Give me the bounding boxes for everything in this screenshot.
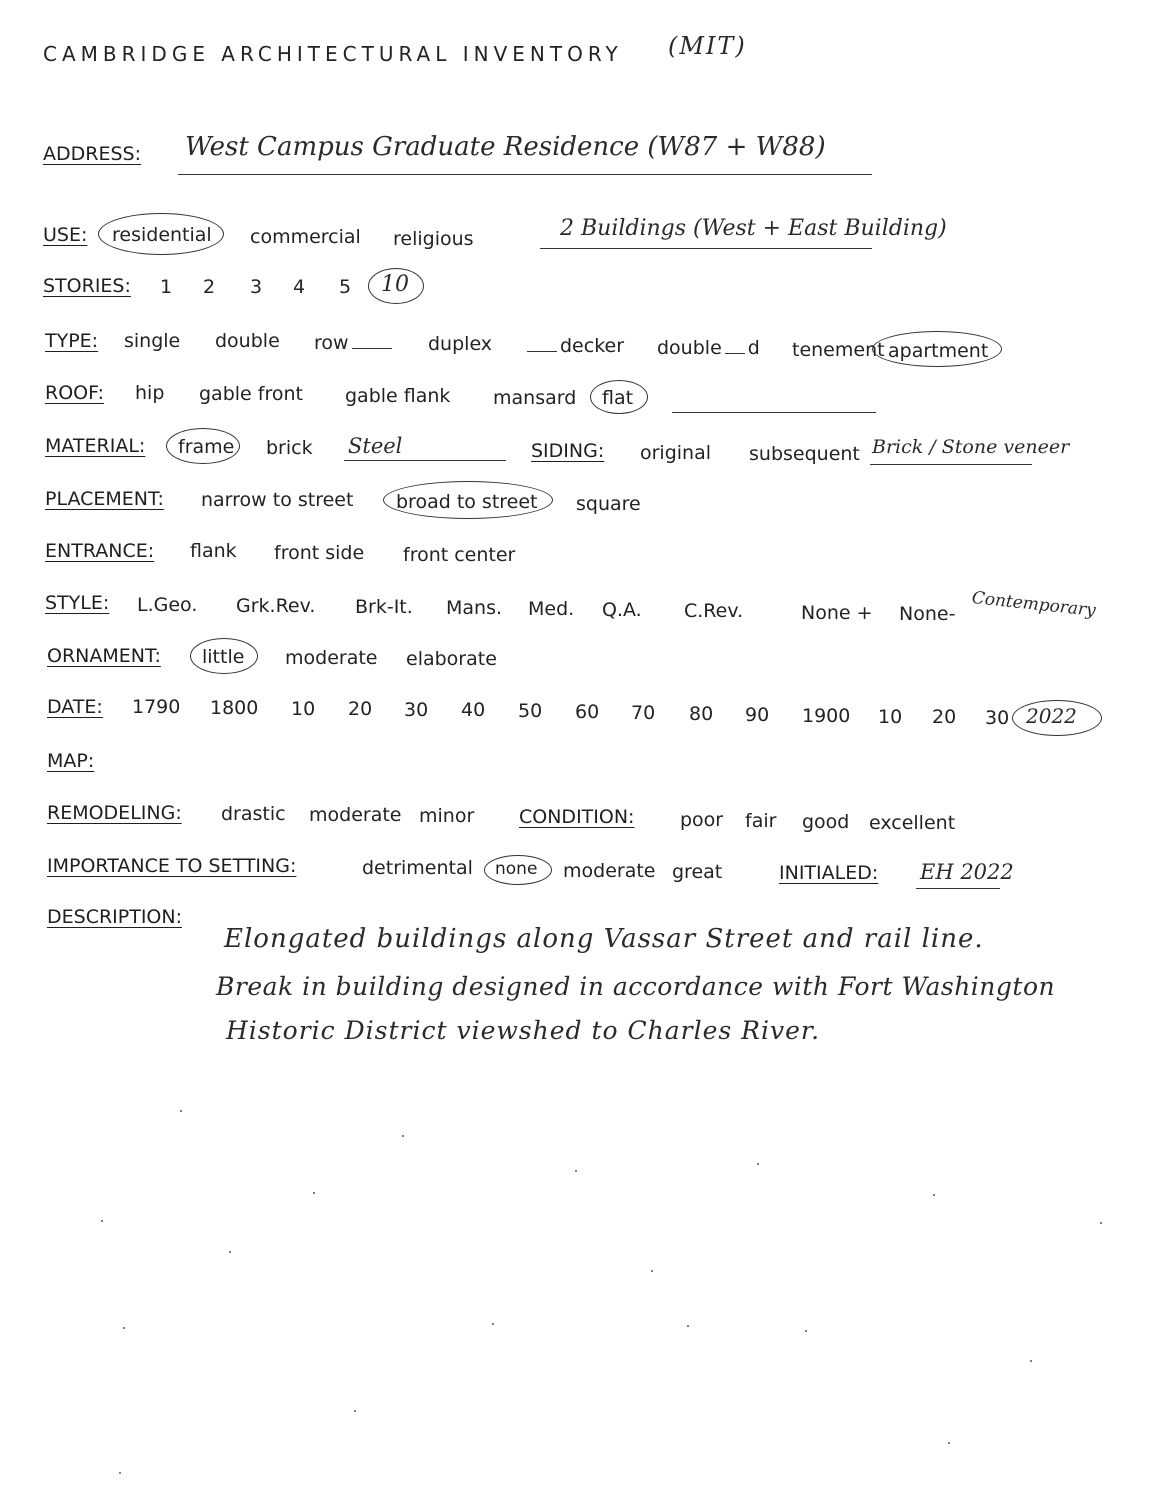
description-line-3: Historic District viewshed to Charles River. (226, 1016, 821, 1045)
condition-option-good: good (802, 811, 850, 833)
style-option-none-minus: None- (899, 603, 956, 625)
material-label: MATERIAL: (45, 435, 146, 457)
use-note-underline (540, 248, 872, 249)
placement-label: PLACEMENT: (45, 488, 164, 510)
blank-line (725, 353, 745, 354)
style-option-crev: C.Rev. (684, 600, 744, 622)
date-option-1910: 10 (878, 706, 903, 728)
address-label: ADDRESS: (43, 143, 141, 165)
remodeling-label: REMODELING: (47, 802, 182, 824)
date-option-50: 50 (518, 700, 543, 722)
siding-underline (870, 464, 1032, 465)
material-option-frame: frame (178, 436, 235, 458)
placement-option-narrow: narrow to street (201, 489, 354, 511)
date-label: DATE: (47, 696, 103, 718)
condition-option-fair: fair (745, 810, 777, 832)
style-label: STYLE: (45, 592, 110, 614)
type-option-single: single (124, 330, 181, 352)
initialed-value: EH 2022 (920, 860, 1014, 884)
address-underline (178, 174, 872, 175)
roof-blank-line (672, 412, 876, 413)
speck (1030, 1360, 1032, 1362)
speck (354, 1410, 356, 1412)
remodeling-option-moderate: moderate (309, 804, 402, 826)
date-option-1790: 1790 (132, 696, 181, 718)
speck (1100, 1222, 1102, 1224)
speck (575, 1170, 577, 1172)
stories-label: STORIES: (43, 275, 131, 297)
blank-line (527, 351, 557, 352)
ornament-option-moderate: moderate (285, 647, 378, 669)
handwritten-tag: (MIT) (668, 32, 747, 60)
stories-option-1: 1 (160, 276, 173, 298)
style-option-lgeo: L.Geo. (137, 594, 198, 616)
selection-circle (98, 213, 224, 255)
date-option-60: 60 (575, 701, 600, 723)
roof-option-gable-front: gable front (199, 383, 303, 405)
selection-circle (190, 638, 258, 674)
style-handwritten: Contemporary (970, 588, 1097, 621)
initialed-label: INITIALED: (779, 862, 879, 884)
stories-option-5: 5 (339, 276, 352, 298)
date-option-1930: 30 (985, 707, 1010, 729)
use-option-commercial: commercial (250, 226, 361, 248)
use-label: USE: (43, 224, 88, 246)
type-option-tenement: tenement (792, 339, 885, 361)
type-option-apartment: apartment (888, 340, 989, 362)
importance-option-great: great (672, 861, 723, 883)
date-option-1920: 20 (932, 706, 957, 728)
material-other-value: Steel (348, 434, 403, 458)
form-title: CAMBRIDGE ARCHITECTURAL INVENTORY (43, 42, 623, 66)
style-option-brkit: Brk-It. (355, 596, 413, 618)
siding-option-subsequent: subsequent (749, 443, 860, 465)
date-selected: 2022 (1026, 704, 1077, 728)
importance-option-moderate: moderate (563, 860, 656, 882)
address-value: West Campus Graduate Residence (W87 + W88) (185, 132, 826, 162)
entrance-option-front-center: front center (403, 544, 516, 566)
style-option-med: Med. (528, 598, 575, 620)
roof-option-hip: hip (135, 382, 165, 404)
material-option-brick: brick (266, 437, 313, 459)
entrance-option-flank: flank (190, 540, 237, 562)
selection-circle (166, 428, 240, 464)
speck (805, 1330, 807, 1332)
condition-option-poor: poor (680, 809, 724, 831)
speck (180, 1110, 182, 1112)
type-option-d-text: d (747, 337, 760, 359)
ornament-option-little: little (202, 646, 245, 668)
remodeling-option-drastic: drastic (221, 803, 286, 825)
placement-option-square: square (576, 493, 641, 515)
use-option-residential: residential (112, 224, 212, 246)
use-option-religious: religious (393, 228, 474, 250)
date-option-90: 90 (745, 704, 770, 726)
date-option-1900: 1900 (802, 705, 851, 727)
speck (313, 1192, 315, 1194)
speck (119, 1472, 121, 1474)
roof-label: ROOF: (45, 382, 104, 404)
description-line-1: Elongated buildings along Vassar Street and rail line. (224, 924, 984, 954)
selection-circle (1012, 700, 1102, 736)
roof-option-mansard: mansard (493, 387, 577, 409)
type-option-duplex: duplex (428, 333, 493, 355)
speck (101, 1220, 103, 1222)
type-option-decker (524, 335, 624, 357)
speck (402, 1135, 404, 1137)
roof-option-gable-flank: gable flank (345, 385, 451, 407)
placement-option-broad: broad to street (396, 491, 538, 513)
importance-option-none: none (495, 859, 538, 879)
blank-line (352, 348, 392, 349)
type-option-row (314, 332, 395, 354)
material-blank-line (344, 460, 506, 461)
condition-option-excellent: excellent (869, 812, 956, 834)
speck (757, 1163, 759, 1165)
type-label: TYPE: (45, 330, 99, 352)
siding-option-original: original (640, 442, 712, 464)
entrance-label: ENTRANCE: (45, 540, 155, 562)
ornament-label: ORNAMENT: (47, 645, 161, 667)
selection-circle (368, 268, 424, 304)
style-option-mans: Mans. (446, 597, 503, 619)
use-note: 2 Buildings (West + East Building) (560, 216, 947, 241)
type-option-row-text: row (314, 332, 349, 354)
selection-circle (872, 331, 1002, 367)
speck (123, 1327, 125, 1329)
stories-option-3: 3 (250, 276, 263, 298)
type-option-decker-text: decker (560, 335, 625, 357)
siding-label: SIDING: (531, 440, 605, 462)
date-option-30: 30 (404, 699, 429, 721)
entrance-option-front-side: front side (274, 542, 365, 564)
speck (687, 1325, 689, 1327)
condition-label: CONDITION: (519, 806, 635, 828)
description-line-2: Break in building designed in accordance with Fort Washington (216, 972, 1056, 1001)
siding-handwritten: Brick / Stone veneer (872, 436, 1070, 458)
speck (933, 1194, 935, 1196)
stories-option-2: 2 (203, 276, 216, 298)
type-option-double-d (657, 337, 760, 359)
importance-option-detrimental: detrimental (362, 857, 473, 879)
remodeling-option-minor: minor (419, 805, 475, 827)
importance-label: IMPORTANCE TO SETTING: (47, 855, 297, 877)
date-option-10: 10 (291, 698, 316, 720)
ornament-option-elaborate: elaborate (406, 648, 497, 670)
description-label: DESCRIPTION: (47, 906, 183, 928)
type-option-double: double (215, 330, 280, 352)
date-option-80: 80 (689, 703, 714, 725)
roof-option-flat: flat (602, 387, 634, 409)
stories-selected: 10 (381, 272, 409, 297)
date-option-40: 40 (461, 699, 486, 721)
selection-circle (484, 855, 552, 885)
type-option-double-d-text: double (657, 337, 722, 359)
speck (492, 1323, 494, 1325)
speck (229, 1251, 231, 1253)
date-option-1800: 1800 (210, 697, 259, 719)
selection-circle (383, 481, 553, 519)
date-option-20: 20 (348, 698, 373, 720)
speck (651, 1270, 653, 1272)
selection-circle (590, 380, 648, 414)
initialed-underline (916, 888, 1000, 889)
style-option-none-plus: None + (801, 602, 873, 624)
style-option-grkrev: Grk.Rev. (236, 595, 316, 617)
map-label: MAP: (47, 750, 95, 772)
style-option-qa: Q.A. (602, 599, 642, 621)
speck (948, 1442, 950, 1444)
date-option-70: 70 (631, 702, 656, 724)
stories-option-4: 4 (293, 276, 306, 298)
